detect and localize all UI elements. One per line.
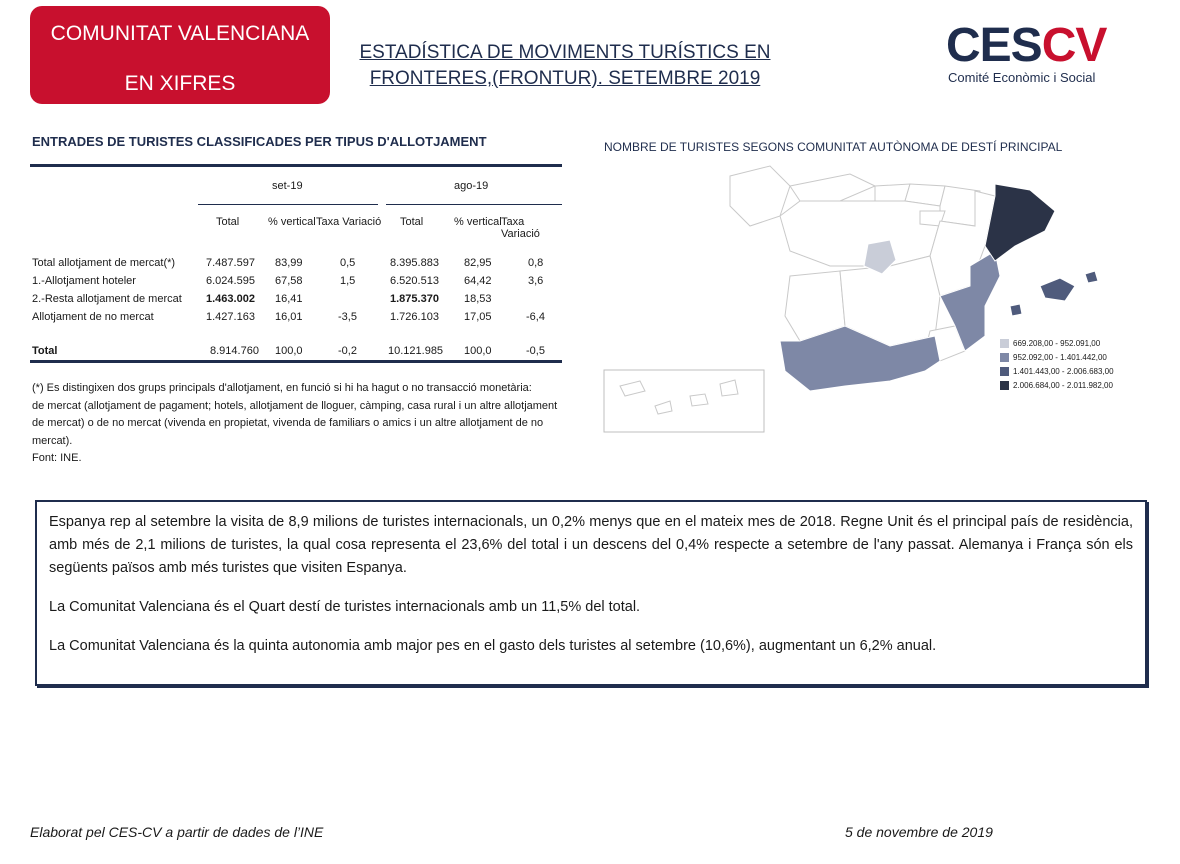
legend-swatch	[1000, 381, 1009, 390]
col-header-vertical-1: % vertical	[268, 216, 316, 228]
spain-choropleth-map	[600, 156, 1160, 436]
legend-item: 1.401.443,00 - 2.006.683,00	[1000, 364, 1114, 378]
region-badge	[30, 6, 330, 104]
canarias-frame	[604, 370, 764, 432]
note-line: mercat).	[32, 434, 73, 447]
table-row: Allotjament de no mercat 1.427.163 16,01 -3,5 1.726.103 17,05 -6,4	[32, 311, 545, 323]
col-header-total-1: Total	[216, 216, 240, 228]
document-title	[350, 40, 780, 92]
legend-swatch	[1000, 353, 1009, 362]
summary-paragraph-2: La Comunitat Valenciana és el Quart destí de turistes internacionals amb un 11,5% del total.	[49, 599, 641, 615]
table-bottom-rule	[30, 360, 562, 363]
summary-paragraph-3: La Comunitat Valenciana és la quinta autonomia amb major pes en el gasto dels turistes al setembre (10,6%), augmentant un 6,2% anual.	[49, 638, 937, 654]
map-title: NOMBRE DE TURISTES SEGONS COMUNITAT AUTÒNOMA DE DESTÍ PRINCIPAL	[604, 140, 1063, 154]
note-line: (*) Es distingixen dos grups principals d'allotjament, en funció si hi ha hagut o no transacció monetària:	[32, 382, 532, 394]
table-title: ENTRADES DE TURISTES CLASSIFICADES PER TIPUS D'ALLOTJAMENT	[32, 134, 487, 149]
footer-credit: Elaborat pel CES-CV a partir de dades de l’INE	[30, 824, 324, 840]
summary-box	[35, 500, 1147, 686]
legend-item: 2.006.684,00 - 2.011.982,00	[1000, 378, 1114, 392]
legend-swatch	[1000, 367, 1009, 376]
table-row-total: Total 8.914.760 100,0 -0,2 10.121.985 100,0 -0,5	[32, 345, 545, 357]
legend-item: 669.208,00 - 952.091,00	[1000, 336, 1114, 350]
region-navarra	[940, 186, 980, 226]
group-header-ago19: ago-19	[454, 180, 489, 192]
region-cantabria	[875, 184, 910, 201]
legend-item: 952.092,00 - 1.401.442,00	[1000, 350, 1114, 364]
cescv-logo	[944, 18, 1114, 88]
badge-line-1: COMUNITAT VALENCIANA	[50, 22, 310, 45]
table-notes	[32, 380, 562, 468]
region-canarias	[620, 380, 738, 414]
footer-date: 5 de novembre de 2019	[845, 824, 993, 840]
document-title-line-2: FRONTERES,(FRONTUR). SETEMBRE 2019	[369, 68, 761, 89]
col-header-variation-1: Taxa Variació	[316, 216, 382, 228]
table-row: Total allotjament de mercat(*) 7.487.597 83,99 0,5 8.395.883 82,95 0,8	[32, 257, 544, 269]
note-line: de mercat) o de no mercat (vivenda en propietat, vivenda de familiars o amics i un altre allotjament de no	[32, 417, 544, 429]
region-cataluna	[985, 184, 1055, 261]
region-asturias	[790, 174, 875, 201]
table-row: 2.-Resta allotjament de mercat 1.463.002 16,41 1.875.370 18,53	[32, 293, 492, 305]
note-line: de mercat (allotjament de pagament; hotels, allotjament de lloguer, càmping, casa rural i un altre allotjament	[32, 399, 558, 412]
col-header-vertical-2: % vertical	[454, 216, 502, 228]
badge-line-2: EN XIFRES	[124, 72, 236, 95]
table-row: 1.-Allotjament hoteler 6.024.595 67,58 1,5 6.520.513 64,42 3,6	[32, 275, 544, 287]
logo-wordmark: CESCV	[946, 19, 1107, 72]
region-castilla-leon	[780, 201, 940, 266]
group-underline-set19	[198, 204, 378, 205]
logo-subtitle: Comité Econòmic i Social	[948, 70, 1096, 85]
region-baleares	[1010, 271, 1098, 316]
table-top-rule	[30, 164, 562, 167]
legend-swatch	[1000, 339, 1009, 348]
group-header-set19: set-19	[272, 180, 303, 192]
col-header-variation-2: Taxa Variació	[501, 216, 540, 240]
col-header-total-2: Total	[400, 216, 424, 228]
summary-paragraph-1: Espanya rep al setembre la visita de 8,9 milions de turistes internacionals, un 0,2% menys que en el mateix mes de 2018. Regne Unit és el principal país de residència, amb més de 2,1 milions de turistes, la qual cosa representa el 23,6% del total i un descens del 0,4% respecte a setembre de l'any passat. Alemanya i França són els següents països amb més turistes que visiten Espanya.	[49, 514, 1133, 576]
group-underline-ago19	[386, 204, 562, 205]
map-legend	[1000, 336, 1114, 392]
document-title-line-1: ESTADÍSTICA DE MOVIMENTS TURÍSTICS EN	[359, 42, 771, 63]
source-note: Font: INE.	[32, 452, 82, 464]
